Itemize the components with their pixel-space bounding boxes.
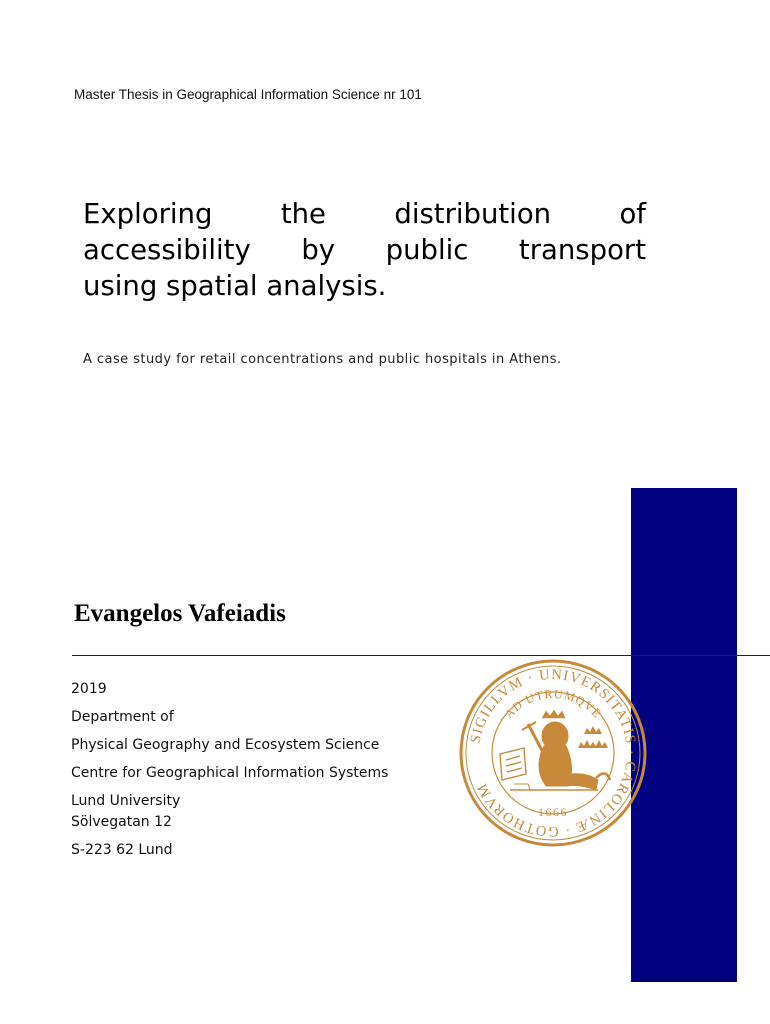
title-line-3: using spatial analysis. [83,270,387,302]
thesis-subtitle: A case study for retail concentrations and public hospitals in Athens. [83,352,562,367]
title-word: the [280,198,326,230]
title-line-1 [83,196,646,232]
seal-motto: AD UTRUMQVE [501,686,605,721]
divider-line [72,655,770,656]
university-name: Lund University [71,793,181,809]
title-word: by [301,234,336,266]
title-word: distribution [394,198,552,230]
title-word: transport [518,234,646,266]
seal-year: 1666 [538,805,568,819]
street-address: Sölvegatan 12 [71,814,172,830]
title-word: Exploring [83,198,213,230]
centre-name: Centre for Geographical Information Systems [71,765,389,781]
title-word: accessibility [83,234,251,266]
title-word: of [619,198,646,230]
department-name: Physical Geography and Ecosystem Science [71,737,380,753]
title-line-2 [83,232,646,268]
seal-outer-text: SIGILLVM · UNIVERSITATIS · CAROLINÆ · GOTHORVM [467,666,640,840]
department-prefix: Department of [71,709,174,725]
thesis-year: 2019 [71,681,107,697]
title-word: public [385,234,469,266]
author-name: Evangelos Vafeiadis [74,600,286,627]
postal-address: S-223 62 Lund [71,842,173,858]
lund-university-seal-icon [458,658,648,848]
thesis-series-label: Master Thesis in Geographical Information Science nr 101 [74,87,422,102]
thesis-title [83,196,646,304]
